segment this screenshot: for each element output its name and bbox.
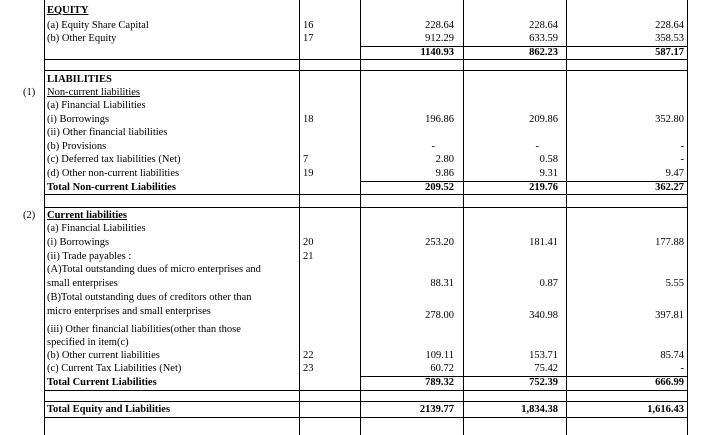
other-current-v1: 109.11 xyxy=(425,350,454,361)
provisions-v1: - xyxy=(431,141,435,152)
noncurrent-total-v1: 209.52 xyxy=(425,182,454,193)
current-borrowings-label: (i) Borrowings xyxy=(47,237,110,248)
micro-enterprises-v1: 88.31 xyxy=(430,278,454,289)
provisions-v2: - xyxy=(535,141,539,152)
provisions-v3: - xyxy=(680,141,684,152)
current-borrowings-v2: 181.41 xyxy=(529,237,558,248)
col-border-right xyxy=(687,0,688,435)
equity-share-capital-v2: 228.64 xyxy=(529,20,558,31)
other-noncurrent-v1: 9.86 xyxy=(435,168,454,179)
noncurrent-fin-liab-label: (a) Financial Liabilities xyxy=(47,100,146,111)
noncurrent-other-fin-label: (ii) Other financial liabilities xyxy=(47,127,168,138)
col-border-v3 xyxy=(566,0,567,435)
current-borrowings-v3: 177.88 xyxy=(655,237,684,248)
noncurrent-total-v2: 219.76 xyxy=(529,182,558,193)
equity-total-v3: 587.17 xyxy=(655,47,684,58)
grand-total-v1: 2139.77 xyxy=(419,404,454,415)
equity-total-v1: 1140.93 xyxy=(420,47,454,58)
micro-enterprises-label-line1: (A)Total outstanding dues of micro enterprises and xyxy=(47,264,261,275)
current-fin-liab-label: (a) Financial Liabilities xyxy=(47,223,146,234)
noncurrent-borrowings-label: (i) Borrowings xyxy=(47,114,110,125)
other-noncurrent-v2: 9.31 xyxy=(539,168,558,179)
creditors-v3: 397.81 xyxy=(655,310,684,321)
other-equity-v1: 912.29 xyxy=(425,33,454,44)
creditors-v2: 340.98 xyxy=(529,310,558,321)
col-border-v2 xyxy=(463,0,464,435)
noncurrent-marker: (1) xyxy=(23,87,36,98)
other-noncurrent-label: (d) Other non-current liabilities xyxy=(47,168,180,179)
micro-enterprises-v2: 0.87 xyxy=(539,278,558,289)
noncurrent-borrowings-v1: 196.86 xyxy=(425,114,454,125)
equity-total-v2: 862.23 xyxy=(529,47,558,58)
current-borrowings-note: 20 xyxy=(303,237,314,248)
equity-share-capital-v3: 228.64 xyxy=(655,20,684,31)
current-tax-v3: - xyxy=(680,363,684,374)
other-equity-v3: 358.53 xyxy=(655,33,684,44)
other-current-v3: 85.74 xyxy=(660,350,684,361)
current-borrowings-v1: 253.20 xyxy=(425,237,454,248)
current-tax-label: (c) Current Tax Liabilities (Net) xyxy=(47,363,182,374)
micro-enterprises-v3: 5.55 xyxy=(665,278,684,289)
deferred-tax-note: 7 xyxy=(303,154,309,165)
liabilities-header: LIABILITIES xyxy=(47,74,112,85)
col-border-note xyxy=(299,0,300,435)
rule-current-bottom xyxy=(44,390,688,391)
equity-share-capital-note: 16 xyxy=(303,20,314,31)
deferred-tax-v1: 2.80 xyxy=(435,154,454,165)
equity-share-capital-v1: 228.64 xyxy=(425,20,454,31)
deferred-tax-v2: 0.58 xyxy=(539,154,558,165)
current-total-label: Total Current Liabilities xyxy=(47,377,157,388)
grand-total-v3: 1,616.43 xyxy=(647,404,684,415)
noncurrent-total-label: Total Non-current Liabilities xyxy=(47,182,176,193)
other-current-note: 22 xyxy=(303,350,314,361)
trade-payables-note: 21 xyxy=(303,251,314,262)
current-total-v2: 752.39 xyxy=(529,377,558,388)
noncurrent-total-v3: 362.27 xyxy=(655,182,684,193)
grand-total-v2: 1,834.38 xyxy=(521,404,558,415)
noncurrent-title: Non-current liabilities xyxy=(47,87,141,98)
deferred-tax-label: (c) Deferred tax liabilities (Net) xyxy=(47,154,181,165)
current-tax-note: 23 xyxy=(303,363,314,374)
rule-noncurrent-bottom xyxy=(44,194,688,195)
current-total-v3: 666.99 xyxy=(655,377,684,388)
current-marker: (2) xyxy=(23,210,36,221)
other-equity-label: (b) Other Equity xyxy=(47,33,117,44)
other-noncurrent-note: 19 xyxy=(303,168,314,179)
other-noncurrent-v3: 9.47 xyxy=(665,168,684,179)
creditors-label-line2: micro enterprises and small enterprises xyxy=(47,306,211,317)
current-total-v1: 789.32 xyxy=(425,377,454,388)
equity-header: EQUITY xyxy=(47,5,89,16)
current-tax-v1: 60.72 xyxy=(430,363,454,374)
provisions-label: (b) Provisions xyxy=(47,141,107,152)
equity-share-capital-label: (a) Equity Share Capital xyxy=(47,20,149,31)
other-current-v2: 153.71 xyxy=(529,350,558,361)
noncurrent-borrowings-v3: 352.80 xyxy=(655,114,684,125)
micro-enterprises-label-line2: small enterprises xyxy=(47,278,118,289)
current-other-fin-label-line1: (iii) Other financial liabilities(other than those xyxy=(47,324,241,335)
deferred-tax-v3: - xyxy=(680,154,684,165)
rule-grand-top xyxy=(44,401,688,402)
col-border-v1 xyxy=(360,0,361,435)
current-tax-v2: 75.42 xyxy=(534,363,558,374)
other-current-label: (b) Other current liabilities xyxy=(47,350,160,361)
rule-grand-bottom xyxy=(44,417,688,418)
noncurrent-borrowings-note: 18 xyxy=(303,114,314,125)
creditors-label-line1: (B)Total outstanding dues of creditors other than xyxy=(47,292,252,303)
other-equity-v2: 633.59 xyxy=(529,33,558,44)
rule-equity-bottom xyxy=(44,59,688,60)
grand-total-label: Total Equity and Liabilities xyxy=(47,404,171,415)
trade-payables-label: (ii) Trade payables : xyxy=(47,251,132,262)
noncurrent-borrowings-v2: 209.86 xyxy=(529,114,558,125)
current-other-fin-label-line2: specified in item(c) xyxy=(47,337,129,348)
rule-liabilities-top xyxy=(44,70,688,71)
col-border-left xyxy=(44,0,45,435)
current-title: Current liabilities xyxy=(47,210,128,221)
other-equity-note: 17 xyxy=(303,33,314,44)
rule-current-top xyxy=(44,207,688,208)
creditors-v1: 278.00 xyxy=(425,310,454,321)
